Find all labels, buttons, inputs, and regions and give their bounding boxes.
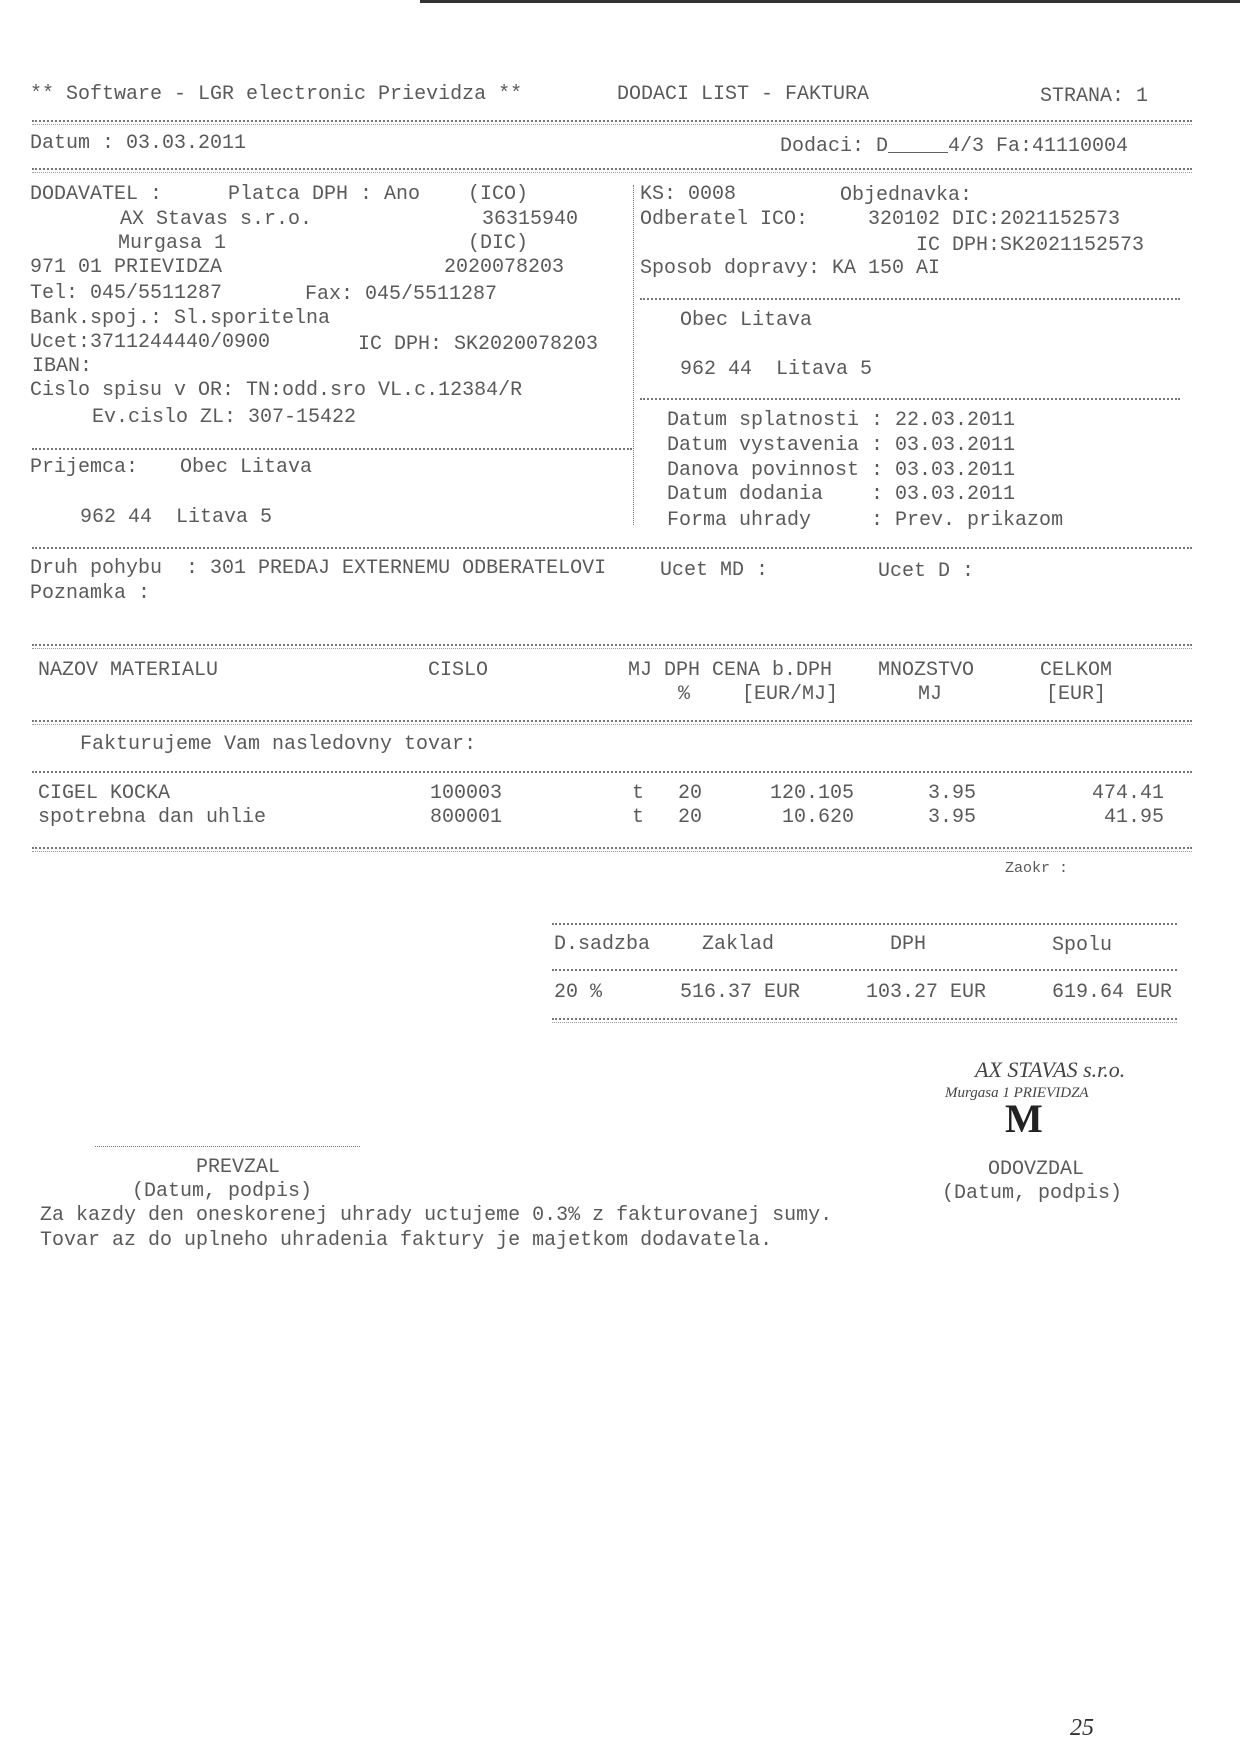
- software-header: ** Software - LGR electronic Prievidza **: [30, 83, 523, 106]
- customer-ico-dic: 320102 DIC:2021152573: [868, 208, 1121, 231]
- supplier-bank: Bank.spoj.: Sl.sporitelna: [30, 307, 331, 330]
- divider: [32, 120, 1192, 125]
- recipient-address: 962 44 Litava 5: [80, 506, 273, 529]
- divider: [32, 771, 1192, 773]
- scan-top-edge: [420, 0, 1240, 3]
- item-unit: t: [632, 782, 645, 805]
- page-number: STRANA: 1: [1040, 85, 1149, 108]
- stamp-street: Murgasa 1 PRIEVIDZA: [945, 1085, 1089, 1101]
- supplier-ev-cislo: Ev.cislo ZL: 307-15422: [92, 406, 357, 429]
- item-price: 10.620: [782, 806, 855, 829]
- summary-base-header: Zaklad: [702, 933, 775, 956]
- summary-total: 619.64 EUR: [1052, 981, 1173, 1004]
- ks-code: KS: 0008: [640, 183, 737, 206]
- divider: [32, 547, 1192, 549]
- divider: [640, 398, 1180, 400]
- summary-total-header: Spolu: [1052, 934, 1113, 957]
- rounding-label: Zaokr :: [1005, 860, 1069, 877]
- item-price: 120.105: [770, 782, 855, 805]
- col-cena-unit: [EUR/MJ]: [742, 683, 839, 706]
- dic-label: (DIC): [468, 232, 529, 255]
- supplier-street: Murgasa 1: [118, 232, 227, 255]
- divider: [640, 298, 1180, 300]
- handwritten-page-mark: 25: [1070, 1715, 1094, 1741]
- summary-rate-header: D.sadzba: [554, 933, 651, 956]
- summary-base: 516.37 EUR: [680, 981, 801, 1004]
- supplier-label: DODAVATEL :: [30, 183, 163, 206]
- col-mj: MJ: [628, 659, 653, 682]
- vat-payer: Platca DPH : Ano: [228, 183, 421, 206]
- col-cislo: CISLO: [428, 659, 489, 682]
- item-code: 100003: [430, 782, 503, 805]
- transport-method: Sposob dopravy: KA 150 AI: [640, 257, 941, 280]
- item-total: 41.95: [1104, 806, 1165, 829]
- customer-ic-dph: IC DPH:SK2021152573: [916, 234, 1145, 257]
- tax-date: Danova povinnost : 03.03.2011: [667, 459, 1016, 482]
- recipient-label: Prijemca:: [30, 456, 139, 479]
- supplier-name: AX Stavas s.r.o.: [120, 208, 313, 231]
- recipient-name: Obec Litava: [180, 456, 313, 479]
- divider: [32, 168, 1192, 173]
- divider: [32, 644, 1192, 649]
- divider: [552, 969, 1177, 971]
- col-celkom-unit: [EUR]: [1046, 683, 1107, 706]
- customer-ico-label: Odberatel ICO:: [640, 208, 809, 231]
- divider: [32, 847, 1192, 852]
- supplier-iban: IBAN:: [32, 355, 93, 378]
- supplier-city: 971 01 PRIEVIDZA: [30, 256, 223, 279]
- supplier-ico: 36315940: [482, 208, 579, 231]
- divider: [552, 923, 1177, 925]
- col-nazov: NAZOV MATERIALU: [38, 659, 219, 682]
- payment-form: Forma uhrady : Prev. prikazom: [667, 509, 1064, 532]
- movement-type: Druh pohybu : 301 PREDAJ EXTERNEMU ODBERATELOVI: [30, 557, 607, 580]
- item-qty: 3.95: [928, 782, 977, 805]
- col-celkom: CELKOM: [1040, 659, 1113, 682]
- item-vat: 20: [678, 806, 703, 829]
- supplier-tel: Tel: 045/5511287: [30, 282, 223, 305]
- handed-over-label: ODOVZDAL: [988, 1158, 1085, 1181]
- ico-label: (ICO): [468, 183, 529, 206]
- account-d: Ucet D :: [878, 560, 975, 583]
- stamp-text: AX STAVAS s.r.o.: [975, 1057, 1126, 1082]
- delivery-date: Datum dodania : 03.03.2011: [667, 483, 1016, 506]
- item-qty: 3.95: [928, 806, 977, 829]
- supplier-fax: Fax: 045/5511287: [305, 283, 498, 306]
- supplier-register: Cislo spisu v OR: TN:odd.sro VL.c.12384/R: [30, 379, 523, 402]
- item-unit: t: [632, 806, 645, 829]
- table-intro: Fakturujeme Vam nasledovny tovar:: [80, 733, 477, 756]
- item-total: 474.41: [1092, 782, 1165, 805]
- col-dph-unit: %: [678, 683, 691, 706]
- item-code: 800001: [430, 806, 503, 829]
- account-md: Ucet MD :: [660, 559, 769, 582]
- summary-vat: 103.27 EUR: [866, 981, 987, 1004]
- customer-address: 962 44 Litava 5: [680, 358, 873, 381]
- signature-mark: M: [1005, 1096, 1043, 1141]
- item-name: spotrebna dan uhlie: [38, 806, 267, 829]
- supplier-account: Ucet:3711244440/0900: [30, 331, 271, 354]
- summary-rate: 20 %: [554, 981, 603, 1004]
- item-vat: 20: [678, 782, 703, 805]
- signature-line: [95, 1146, 360, 1147]
- summary-vat-header: DPH: [890, 933, 927, 956]
- column-separator: [633, 185, 634, 525]
- late-payment-note: Za kazdy den oneskorenej uhrady uctujeme 0.3% z fakturovanej sumy.: [40, 1204, 833, 1227]
- item-name: CIGEL KOCKA: [38, 782, 171, 805]
- received-label: PREVZAL: [196, 1156, 281, 1179]
- customer-name: Obec Litava: [680, 309, 813, 332]
- handed-over-sub: (Datum, podpis): [942, 1182, 1123, 1205]
- divider: [32, 720, 1192, 725]
- supplier-dic: 2020078203: [444, 256, 565, 279]
- col-mnozstvo: MNOZSTVO: [878, 659, 975, 682]
- supplier-ic-dph: IC DPH: SK2020078203: [358, 333, 599, 356]
- divider: [552, 1018, 1177, 1023]
- document-date: Datum : 03.03.2011: [30, 132, 247, 155]
- col-dph: DPH: [664, 659, 701, 682]
- divider: [32, 448, 632, 450]
- delivery-invoice-number: Dodaci: D_____4/3 Fa:41110004: [780, 135, 1129, 158]
- company-stamp: [945, 1045, 1165, 1155]
- order-label: Objednavka:: [840, 184, 973, 207]
- issue-date: Datum vystavenia : 03.03.2011: [667, 434, 1016, 457]
- received-sub: (Datum, podpis): [132, 1180, 313, 1203]
- due-date: Datum splatnosti : 22.03.2011: [667, 409, 1016, 432]
- ownership-note: Tovar az do uplneho uhradenia faktury je majetkom dodavatela.: [40, 1229, 773, 1252]
- note-label: Poznamka :: [30, 582, 151, 605]
- col-cena: CENA b.DPH: [712, 659, 833, 682]
- document-title: DODACI LIST - FAKTURA: [617, 83, 870, 106]
- col-mnozstvo-unit: MJ: [918, 683, 943, 706]
